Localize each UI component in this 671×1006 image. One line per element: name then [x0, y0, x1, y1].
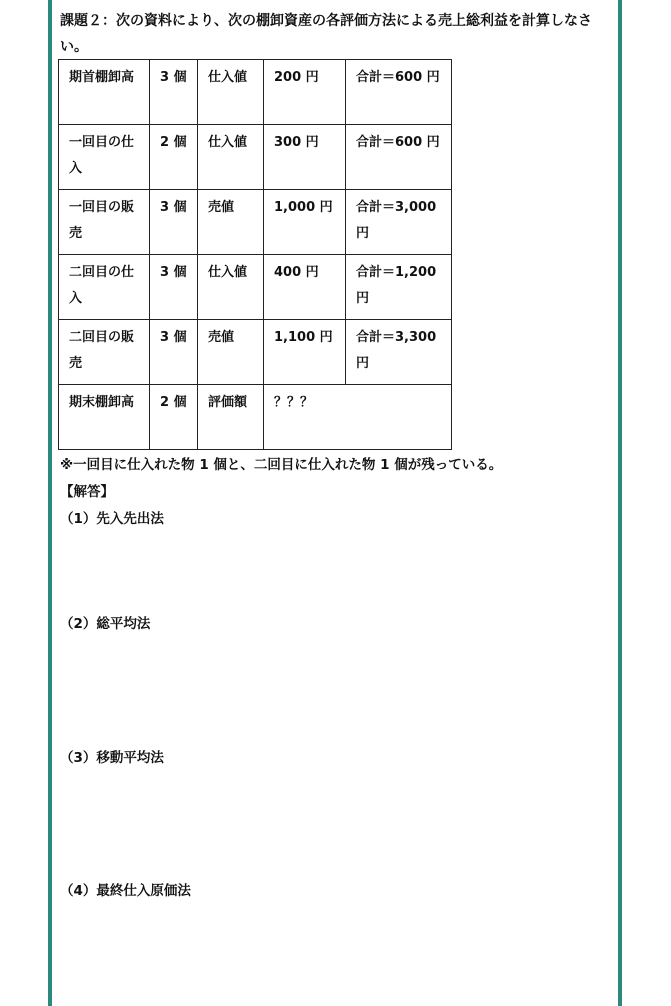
row-kind: 売値 [198, 320, 264, 385]
row-price: 1,100 円 [264, 320, 346, 385]
row-kind: 仕入値 [198, 125, 264, 190]
row-price: ？？？ [264, 385, 452, 450]
row-qty: 2 個 [150, 385, 198, 450]
row-label: 一回目の仕入 [59, 125, 150, 190]
method-last-purchase: （4）最終仕入原価法 [60, 883, 191, 899]
method-total-average: （2）総平均法 [60, 616, 151, 632]
row-price: 300 円 [264, 125, 346, 190]
row-qty: 3 個 [150, 255, 198, 320]
row-total: 合計＝600 円 [346, 60, 452, 125]
row-price: 1,000 円 [264, 190, 346, 255]
inventory-table [58, 59, 452, 450]
table-row [59, 385, 452, 450]
row-label: 期首棚卸高 [59, 60, 150, 125]
row-qty: 3 個 [150, 60, 198, 125]
row-kind: 仕入値 [198, 255, 264, 320]
row-qty: 3 個 [150, 320, 198, 385]
row-label: 二回目の仕入 [59, 255, 150, 320]
row-kind: 仕入値 [198, 60, 264, 125]
row-label: 期末棚卸高 [59, 385, 150, 450]
row-total: 合計＝1,200 円 [346, 255, 452, 320]
row-qty: 3 個 [150, 190, 198, 255]
method-fifo: （1）先入先出法 [60, 511, 164, 527]
row-total: 合計＝3,300 円 [346, 320, 452, 385]
task-title: 課題２：次の資料により、次の棚卸資産の各評価方法による売上総利益を計算しなさい。 [60, 13, 592, 55]
row-qty: 2 個 [150, 125, 198, 190]
row-label: 一回目の販売 [59, 190, 150, 255]
table-row [59, 320, 452, 385]
table-row [59, 60, 452, 125]
answer-heading: 【解答】 [60, 484, 114, 500]
row-total: 合計＝600 円 [346, 125, 452, 190]
row-kind: 売値 [198, 190, 264, 255]
note-text: ※一回目に仕入れた物 1 個と、二回目に仕入れた物 1 個が残っている。 [60, 457, 503, 473]
row-price: 200 円 [264, 60, 346, 125]
row-total: 合計＝3,000 円 [346, 190, 452, 255]
row-label: 二回目の販売 [59, 320, 150, 385]
table-row [59, 190, 452, 255]
method-moving-average: （3）移動平均法 [60, 750, 164, 766]
table-row [59, 255, 452, 320]
table-row [59, 125, 452, 190]
row-price: 400 円 [264, 255, 346, 320]
row-kind: 評価額 [198, 385, 264, 450]
